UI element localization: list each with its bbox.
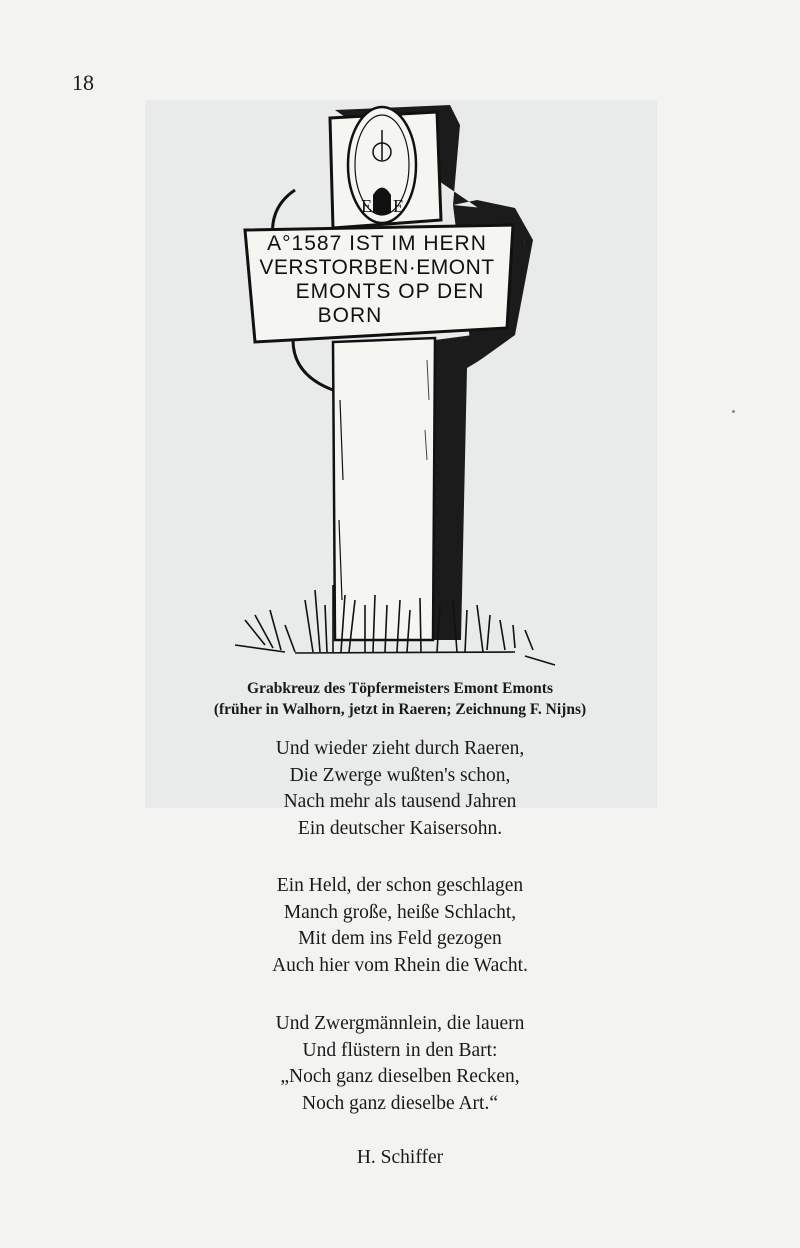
poem-line: Mit dem ins Feld gezogen <box>298 928 502 949</box>
poem-line: Und flüstern in den Bart: <box>302 1039 498 1061</box>
inscription-line-4: BORN <box>317 304 383 327</box>
poem-line: Manch große, heiße Schlacht, <box>283 901 517 923</box>
inscription-line-2: VERSTORBEN·EMONT <box>259 256 495 279</box>
inscription-line-1: A°1587 IST IM HERN <box>267 232 487 255</box>
poem-line: Ein deutscher Kaisersohn. <box>297 817 503 839</box>
poem-line: Und Zwergmännlein, die lauern <box>275 1013 525 1034</box>
poem-stanza-1 <box>0 736 800 842</box>
poem-line: Auch hier vom Rhein die Wacht. <box>272 954 528 976</box>
poem-author: H. Schiffer <box>356 1147 444 1168</box>
poem-line: Noch ganz dieselbe Art.“ <box>301 1092 498 1114</box>
grave-cross-illustration <box>215 100 575 670</box>
poem-line: „Noch ganz dieselben Recken, <box>280 1066 520 1087</box>
poem-line: Nach mehr als tausend Jahren <box>283 791 517 812</box>
figure-caption-line-2: (früher in Walhorn, jetzt in Raeren; Zeichnung F. Nijns) <box>213 701 587 718</box>
medallion-letter-right: E <box>393 196 404 216</box>
medallion-letter-left: E <box>361 196 372 216</box>
figure-caption-line-1: Grabkreuz des Töpfermeisters Emont Emonts <box>247 680 553 697</box>
page-number: 18 <box>72 70 94 95</box>
poem-line: Ein Held, der schon geschlagen <box>276 875 524 896</box>
poem-stanza-2 <box>0 873 800 979</box>
poem-line: Und wieder zieht durch Raeren, <box>275 738 525 759</box>
poem-line: Die Zwerge wußten's schon, <box>289 764 511 786</box>
inscription-line-3: EMONTS OP DEN <box>295 280 485 303</box>
paper-speck <box>732 410 735 413</box>
poem-stanza-3 <box>0 1011 800 1117</box>
